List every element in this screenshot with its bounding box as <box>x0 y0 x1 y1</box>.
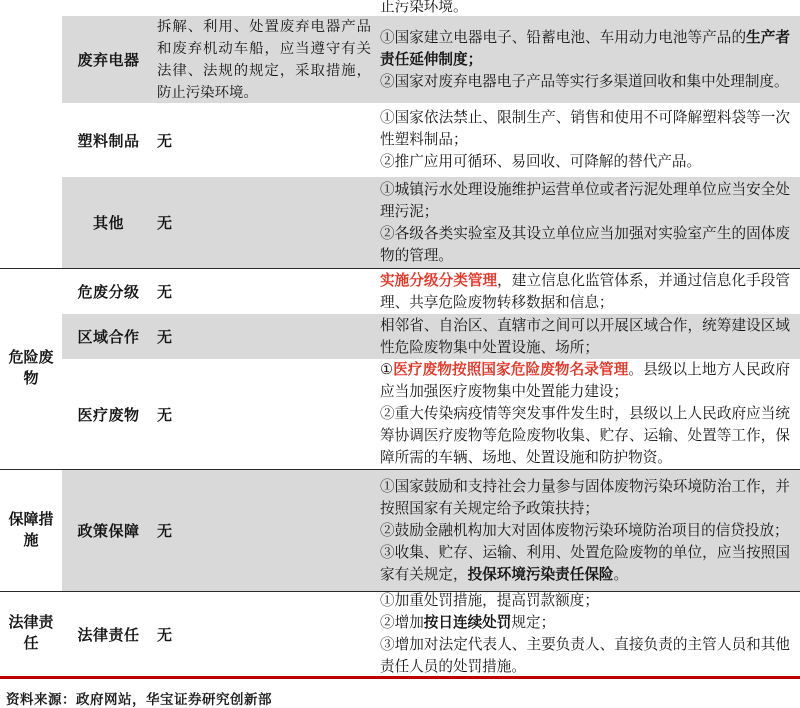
section-legal-liability <box>0 591 800 676</box>
detail-item <box>380 612 790 634</box>
detail-text: ①国家建立电器电子、铅蓄电池、车用动力电池等产品的 <box>380 29 747 46</box>
detail-text-bold: 投保环境污染责任保险 <box>467 566 614 583</box>
subcategory-label: 法律责任 <box>77 627 140 644</box>
table-row-legal-liability <box>62 592 800 676</box>
measure-cell <box>155 177 377 268</box>
detail-item <box>380 403 790 469</box>
source-note: 资料来源：政府网站，华宝证券研究创新部 <box>6 691 272 707</box>
subcategory-label: 政策保障 <box>77 524 140 540</box>
detail-cell <box>377 470 800 591</box>
detail-text: 相邻省、自治区、直辖市之间可以开展区域合作，统筹建设区域性危险废物集中处置设施、场所； <box>380 317 790 356</box>
table-row-plastic-products <box>62 103 800 177</box>
detail-text: ②鼓励金融机构加大对固体废物污染环境防治项目的信贷投放； <box>380 522 789 539</box>
detail-item <box>380 359 790 403</box>
category-label: 法律责任 <box>0 592 62 676</box>
section-rows <box>62 269 800 469</box>
detail-item <box>380 223 790 267</box>
detail-item <box>380 107 790 151</box>
detail-item <box>380 315 790 359</box>
detail-item <box>380 270 790 314</box>
table-row-policy-support <box>62 470 800 591</box>
detail-text-bold: 生产者责任延伸制度； <box>380 29 790 68</box>
measure-text: 拆解、利用、处置废弃电器产品和废弃机动车船，应当遵守有关法律、法规的规定，采取措施，防止污染环境。 <box>157 18 371 101</box>
section-general-waste <box>0 0 800 268</box>
measure-cell <box>155 470 377 591</box>
detail-item <box>380 71 790 93</box>
subcategory-cell <box>62 0 155 16</box>
detail-text-bold: 按日连续处罚 <box>423 615 512 631</box>
detail-item <box>380 151 790 173</box>
detail-cell <box>377 16 800 103</box>
detail-text: ，建立信息化监管体系，并通过信息化手段管理、共享危险废物转移数据和信息； <box>380 272 790 311</box>
table-row-regional-cooperation <box>62 314 800 359</box>
detail-text: 。 <box>613 566 629 583</box>
none-value: 无 <box>157 285 173 301</box>
section-rows <box>62 592 800 676</box>
continuation-text: 止污染环境。 <box>380 0 468 15</box>
category-label <box>0 0 62 268</box>
detail-text: 规定； <box>511 615 556 631</box>
detail-cell <box>377 0 800 16</box>
measure-cell <box>155 359 377 469</box>
none-value: 无 <box>157 330 173 346</box>
measure-cell <box>155 314 377 359</box>
table-row-other <box>62 177 800 268</box>
detail-text: 。县级以上地方人民政府应当加强医疗废物集中处置能力建设； <box>380 362 790 400</box>
table-row-medical-waste <box>62 359 800 469</box>
section-rows <box>62 0 800 268</box>
detail-text: ①国家依法禁止、限制生产、销售和使用不可降解塑料袋等一次性塑料制品； <box>380 110 790 148</box>
detail-text: ③收集、贮存、运输、利用、处置危险废物的单位，应当按照国家有关规定， <box>380 544 790 583</box>
detail-item <box>380 542 790 586</box>
detail-text: ②推广应用可循环、易回收、可降解的替代产品。 <box>380 154 702 170</box>
measure-cell <box>155 16 377 103</box>
table-row-hazard-classification <box>62 269 800 314</box>
detail-item <box>380 590 790 612</box>
measure-cell <box>155 103 377 177</box>
subcategory-label: 其他 <box>92 216 124 232</box>
detail-item <box>380 27 790 71</box>
subcategory-label: 塑料制品 <box>77 133 140 150</box>
detail-item <box>380 476 790 520</box>
detail-text: ②重大传染病疫情等突发事件发生时，县级以上人民政府应当统筹协调医疗废物等危险废物收集、贮存、运输、处置等工作，保障所需的车辆、场地、处置设施和防护物资。 <box>380 406 790 466</box>
category-label: 危险废物 <box>0 269 62 469</box>
section-safeguard-measures <box>0 469 800 591</box>
detail-cell <box>377 314 800 359</box>
detail-item <box>380 634 790 678</box>
detail-text: ① <box>380 362 394 378</box>
section-rows <box>62 470 800 591</box>
detail-cell <box>377 592 800 676</box>
detail-text: ②各级各类实验室及其设立单位应当加强对实验室产生的固体废物的管理。 <box>380 225 790 264</box>
subcategory-label: 区域合作 <box>77 330 140 346</box>
detail-text: ①城镇污水处理设施维护运营单位或者污泥处理单位应当安全处理污泥； <box>380 181 790 220</box>
detail-text: ①加重处罚措施，提高罚款额度； <box>380 593 599 609</box>
detail-text-highlight: 实施分级分类管理 <box>380 272 498 289</box>
none-value: 无 <box>157 627 173 644</box>
detail-text: ②增加 <box>380 615 424 631</box>
none-value: 无 <box>157 407 173 424</box>
measure-cell <box>155 269 377 314</box>
none-value: 无 <box>157 133 173 150</box>
detail-cell <box>377 269 800 314</box>
detail-text: ②国家对废弃电器电子产品等实行多渠道回收和集中处理制度。 <box>380 73 789 90</box>
section-hazardous-waste <box>0 268 800 469</box>
detail-text: ③增加对法定代表人、主要负责人、直接负责的主管人员和其他责任人员的处罚措施。 <box>380 637 790 675</box>
detail-text: ①国家鼓励和支持社会力量参与固体废物污染环境防治工作，并按照国家有关规定给予政策扶持； <box>380 478 790 517</box>
none-value: 无 <box>157 524 173 540</box>
table-row-continuation <box>62 0 800 16</box>
detail-cell <box>377 177 800 268</box>
category-label: 保障措施 <box>0 470 62 591</box>
subcategory-label: 废弃电器 <box>77 53 140 69</box>
none-value: 无 <box>157 216 173 232</box>
table-row-waste-appliances <box>62 16 800 103</box>
detail-text-highlight: 医疗废物按照国家危险废物名录管理 <box>393 362 629 378</box>
detail-cell <box>377 359 800 469</box>
detail-cell <box>377 103 800 177</box>
detail-item <box>380 520 790 542</box>
measure-cell <box>155 0 377 16</box>
detail-item <box>380 179 790 223</box>
subcategory-label: 医疗废物 <box>77 407 140 424</box>
subcategory-label: 危废分级 <box>77 285 140 301</box>
measure-cell <box>155 592 377 676</box>
